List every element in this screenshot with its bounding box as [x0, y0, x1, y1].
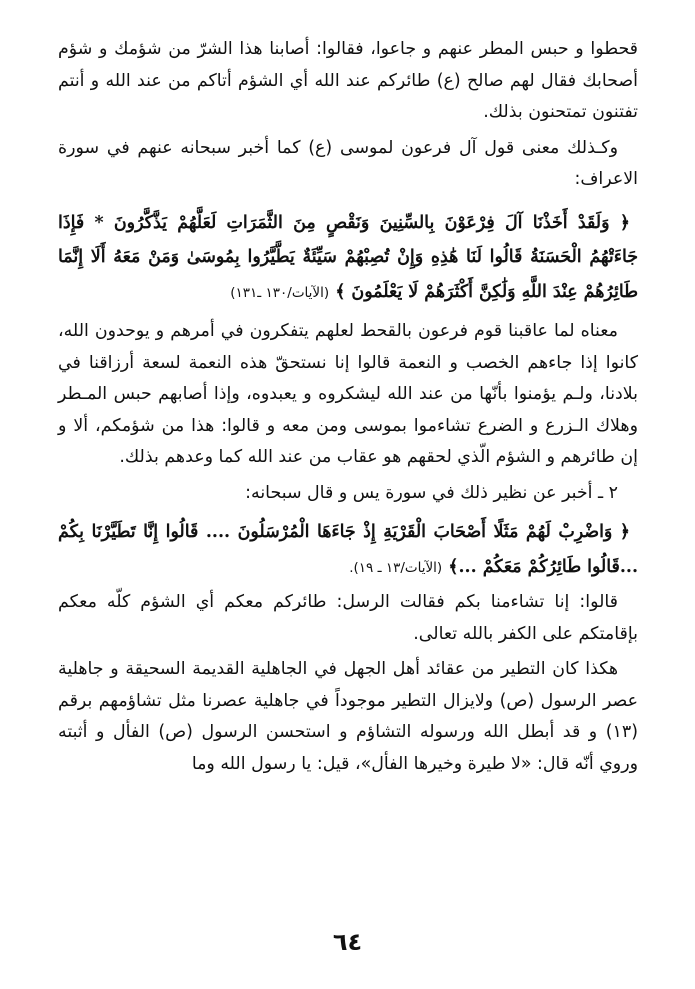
paragraph-6: هكذا كان التطير من عقائد أهل الجهل في الجاهلية القديمة السحيقة و جاهلية عصر الرسول (ص) ولايزال التطير موجوداً في جاهلية عصرنا مثل تشاؤمهم برقم (١٣) و قد أبطل الله ورسوله التشاؤم و استحسن الرسول (ص) الفأل و أثبته وروي أنّه قال: «لا طيرة وخيرها الفأل»، قيل: يا رسول الله وما: [58, 659, 638, 774]
page-text: [58, 34, 638, 780]
paragraph-2: وكـذلك معنى قول آل فرعون لموسى (ع) كما أخبر سبحانه عنهم في سورة الاعراف:: [58, 137, 638, 189]
paragraph-3: معناه لما عاقبنا قوم فرعون بالقحط لعلهم يتفكرون في أمرهم و يوحدون الله، كانوا إذا جاءهم الخصب و النعمة قالوا إنا نستحقّ هذه النعمة لسعة أرزاقنا في بلادنا، ولـم يؤمنوا بأنّها من عند الله ليشكروه و يعبدوه، وإذا أصابهم حبس المـطر وهلاك الـزرع و الضرع تشاءموا بموسى ومن معه و قالوا: هذا من شؤمكم، ألا و إن طائرهم و الشؤم الّذي لحقهم هو عقاب من عند الله كما وعدهم بذلك.: [58, 321, 638, 467]
paragraph-5: قالوا: إنا تشاءمنا بكم فقالت الرسل: طائركم معكم أي الشؤم كلّه معكم بإقامتكم على الكفر بالله تعالى.: [58, 592, 638, 644]
page-number: ٦٤: [332, 928, 363, 956]
verse-araf-text: ﴿ وَلَقَدْ أَخَذْنَا آلَ فِرْعَوْنَ بِالسِّنِينَ وَنَقْصٍ مِنَ الثَّمَرَاتِ لَعَلَّهُمْ يَذَّكَّرُونَ * فَإِذَا جَاءَتْهُمُ الْحَسَنَةُ قَالُوا لَنَا هَٰذِهِ وَإِنْ تُصِبْهُمْ سَيِّئَةٌ يَطَّيَّرُوا بِمُوسَىٰ وَمَنْ مَعَهُ أَلَا إِنَّمَا طَائِرُهُمْ عِنْدَ اللَّهِ وَلَٰكِنَّ أَكْثَرَهُمْ لَا يَعْلَمُونَ ﴾: [58, 212, 638, 302]
quran-verse-araf: [58, 206, 638, 311]
paragraph-4: ٢ ـ أخبر عن نظير ذلك في سورة يس و قال سبحانه:: [245, 482, 618, 503]
verse-yasin-text: ﴿ وَاضْرِبْ لَهُمْ مَثَلًا أَصْحَابَ الْقَرْيَةِ إِذْ جَاءَهَا الْمُرْسَلُونَ .... قَالُوا إِنَّا تَطَيَّرْنَا بِكُمْ ...قَالُوا طَائِرُكُمْ مَعَكُمْ ...﴾: [58, 522, 638, 577]
verse-yasin-reference: (الآيات/١٣ ـ ١٩).: [349, 559, 443, 576]
verse-araf-reference: (الآيات/١٣٠ ـ١٣١): [230, 284, 330, 301]
paragraph-1: قحطوا و حبس المطر عنهم و جاعوا، فقالوا: أصابنا هذا الشرّ من شؤمك و شؤم أصحابك فقال لهم صالح (ع) طائركم عند الله أي الشؤم أتاكم من عند الله و أنتم تفتنون تمتحنون بذلك.: [58, 39, 638, 122]
quran-verse-yasin: [58, 515, 638, 585]
